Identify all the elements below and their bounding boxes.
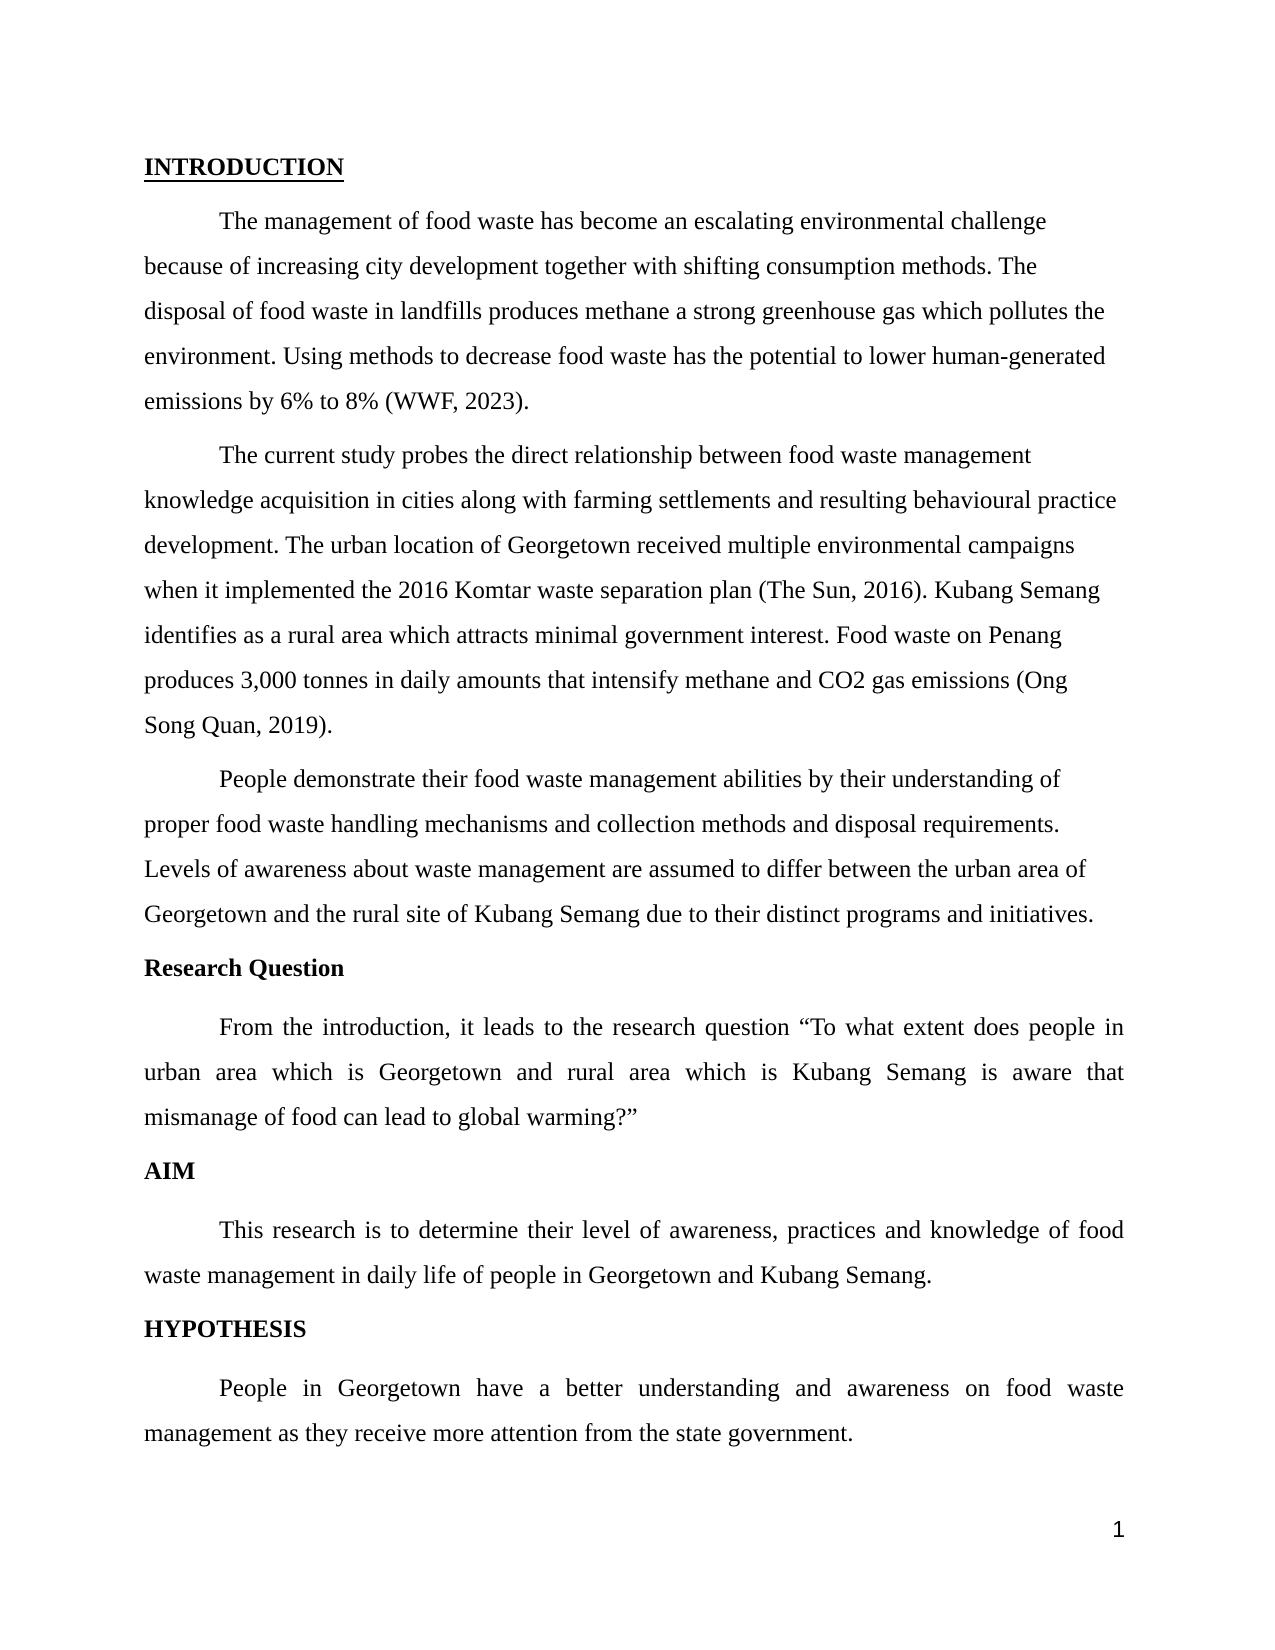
heading-aim: AIM — [144, 1158, 196, 1185]
heading-research-question: Research Question — [144, 955, 345, 982]
section-title-introduction: INTRODUCTION — [144, 154, 345, 181]
paragraph-intro-1: The management of food waste has become an escalating environmental challenge because of increasing city development together with shifting consumption methods. The disposal of food waste in landfills produces methane a strong greenhouse gas which pollutes the environment. Using methods to decrease food waste has the potential to lower human-generated emissions by 6% to 8% (WWF, 2023). — [144, 208, 1106, 415]
paragraph-intro-2: The current study probes the direct relationship between food waste management knowledge acquisition in cities along with farming settlements and resulting behavioural practice development. The urban location of Georgetown received multiple environmental campaigns when it implemented the 2016 Komtar waste separation plan (The Sun, 2016). Kubang Semang identifies as a rural area which attracts minimal government interest. Food waste on Penang produces 3,000 tonnes in daily amounts that intensify methane and CO2 gas emissions (Ong Song Quan, 2019). — [144, 442, 1117, 739]
paragraph-aim: This research is to determine their level of awareness, practices and knowledge of food waste management in daily life of people in Georgetown and Kubang Semang. — [144, 1217, 1124, 1289]
paragraph-intro-3: People demonstrate their food waste management abilities by their understanding of proper food waste handling mechanisms and collection methods and disposal requirements. Levels of awareness about waste management are assumed to differ between the urban area of Georgetown and the rural site of Kubang Semang due to their distinct programs and initiatives. — [144, 766, 1095, 928]
heading-hypothesis: HYPOTHESIS — [144, 1316, 307, 1343]
paragraph-research-question: From the introduction, it leads to the research question “To what extent does people in urban area which is Georgetown and rural area which is Kubang Semang is aware that mismanage of food can lead to global warming?” — [144, 1014, 1124, 1131]
paragraph-hypothesis: People in Georgetown have a better understanding and awareness on food waste management as they receive more attention from the state government. — [144, 1375, 1124, 1447]
page-number: 1 — [1112, 1516, 1125, 1542]
